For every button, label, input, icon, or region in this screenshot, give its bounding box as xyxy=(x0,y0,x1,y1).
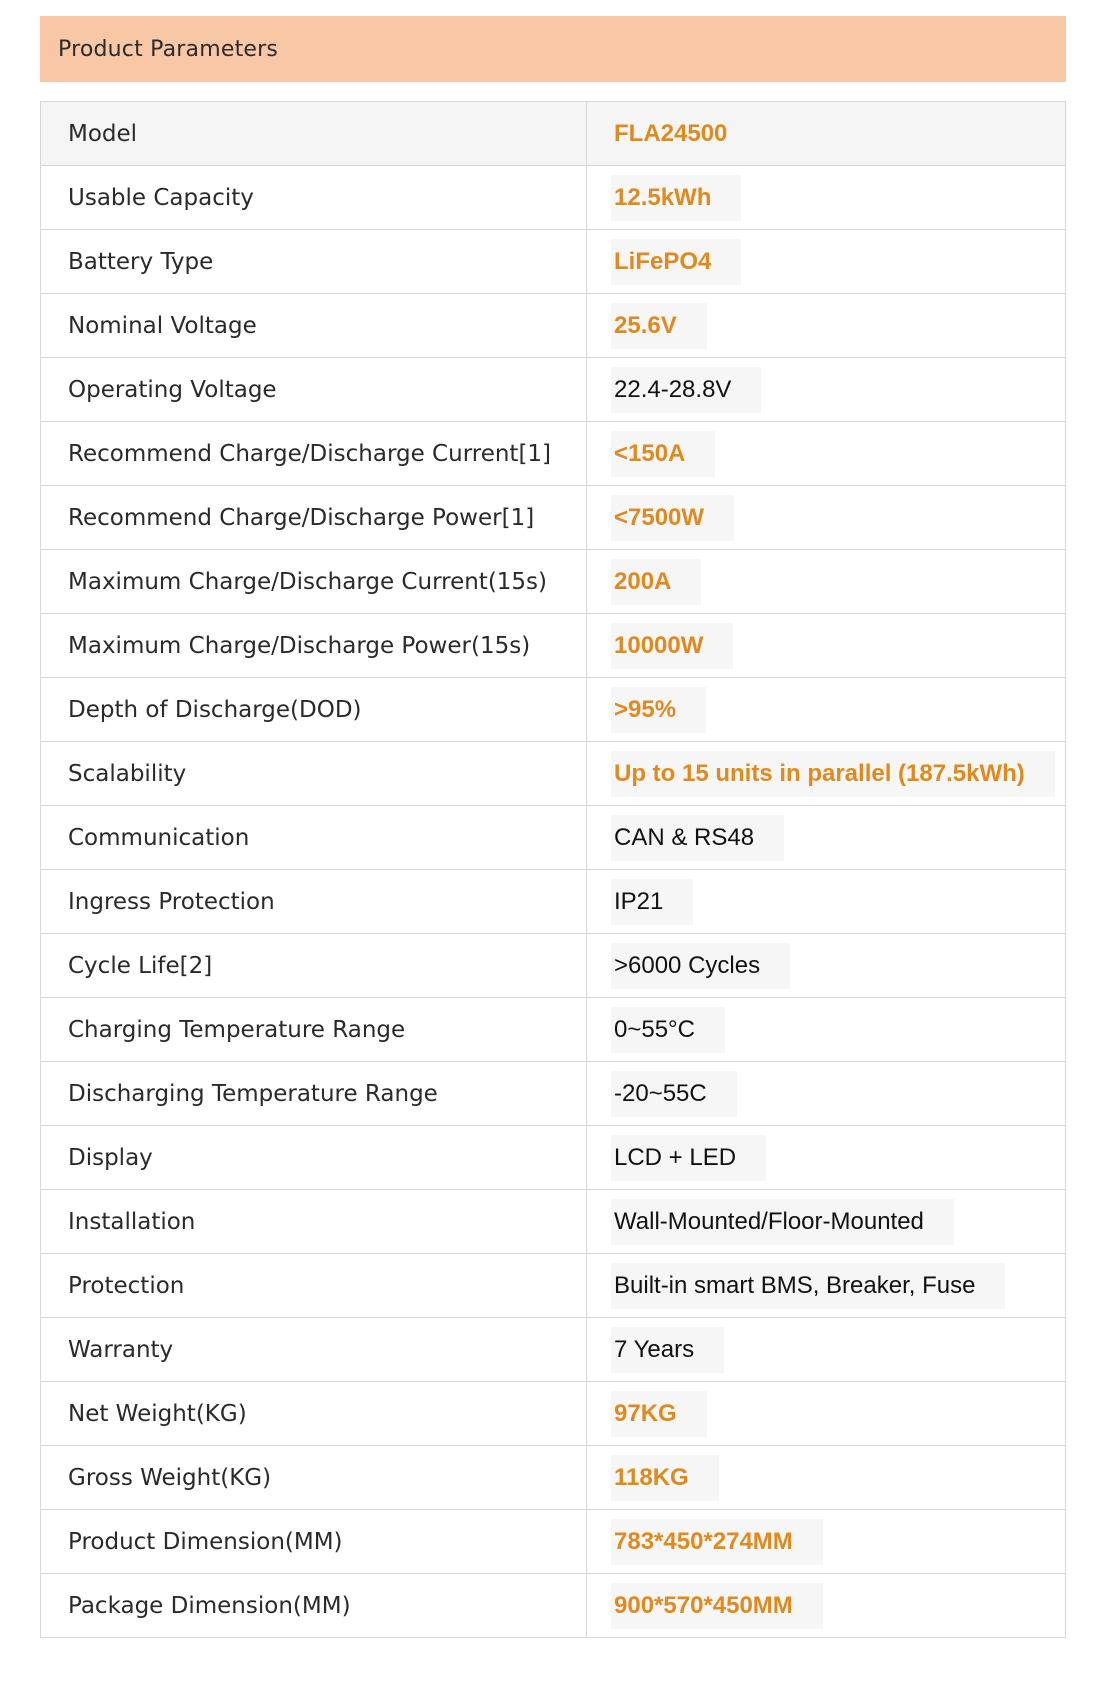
parameter-value-cell xyxy=(587,1382,1066,1446)
parameter-label-cell xyxy=(41,1382,587,1446)
parameter-value-cell xyxy=(587,742,1066,806)
parameter-value: Up to 15 units in parallel (187.5kWh) xyxy=(611,751,1055,797)
parameter-label-cell xyxy=(41,1318,587,1382)
parameter-label: Cycle Life[2] xyxy=(68,952,213,979)
parameter-label: Recommend Charge/Discharge Power[1] xyxy=(68,504,535,531)
parameter-label-cell xyxy=(41,934,587,998)
parameter-label-cell xyxy=(41,1446,587,1510)
table-row xyxy=(41,614,1066,678)
parameter-label-cell xyxy=(41,486,587,550)
table-row xyxy=(41,1574,1066,1638)
table-row xyxy=(41,1190,1066,1254)
section-header xyxy=(40,16,1066,82)
parameter-value-cell xyxy=(587,358,1066,422)
parameter-label: Ingress Protection xyxy=(68,888,275,915)
parameter-value: 25.6V xyxy=(611,303,707,349)
parameter-value-cell xyxy=(587,1510,1066,1574)
parameter-label-cell xyxy=(41,294,587,358)
parameter-value-cell xyxy=(587,1574,1066,1638)
parameter-value: 200A xyxy=(611,559,701,605)
parameter-label: Maximum Charge/Discharge Current(15s) xyxy=(68,568,548,595)
parameter-value-cell xyxy=(587,1254,1066,1318)
parameter-value: Built-in smart BMS, Breaker, Fuse xyxy=(611,1263,1005,1309)
parameter-label: Installation xyxy=(68,1208,196,1235)
parameter-value: 12.5kWh xyxy=(611,175,741,221)
parameter-label: Model xyxy=(68,120,138,147)
parameter-label: Recommend Charge/Discharge Current[1] xyxy=(68,440,552,467)
parameter-label: Discharging Temperature Range xyxy=(68,1080,438,1107)
parameter-value-cell xyxy=(587,1446,1066,1510)
table-row xyxy=(41,358,1066,422)
parameters-table xyxy=(40,101,1066,1638)
parameter-value-cell xyxy=(587,550,1066,614)
parameter-value: LiFePO4 xyxy=(611,239,741,285)
table-row xyxy=(41,742,1066,806)
parameter-value: FLA24500 xyxy=(614,119,728,147)
parameter-label-cell xyxy=(41,102,587,166)
parameter-label-cell xyxy=(41,678,587,742)
parameter-value-cell xyxy=(587,102,1066,166)
parameter-label-cell xyxy=(41,806,587,870)
table-row xyxy=(41,1510,1066,1574)
table-row xyxy=(41,166,1066,230)
parameter-value: 97KG xyxy=(611,1391,707,1437)
parameter-value-cell xyxy=(587,1318,1066,1382)
parameter-value: -20~55C xyxy=(611,1071,737,1117)
parameter-label-cell xyxy=(41,422,587,486)
parameter-value: <150A xyxy=(611,431,715,477)
table-row xyxy=(41,998,1066,1062)
parameter-value-cell xyxy=(587,230,1066,294)
table-row xyxy=(41,934,1066,998)
parameter-value: 118KG xyxy=(611,1455,719,1501)
parameter-label: Battery Type xyxy=(68,248,214,275)
parameter-label-cell xyxy=(41,870,587,934)
parameter-label: Usable Capacity xyxy=(68,184,254,211)
parameter-label: Scalability xyxy=(68,760,187,787)
parameter-label-cell xyxy=(41,230,587,294)
parameter-label: Maximum Charge/Discharge Power(15s) xyxy=(68,632,531,659)
parameter-value-cell xyxy=(587,1126,1066,1190)
parameter-label: Product Dimension(MM) xyxy=(68,1528,343,1555)
parameter-value-cell xyxy=(587,870,1066,934)
parameter-value: LCD + LED xyxy=(611,1135,766,1181)
table-row xyxy=(41,678,1066,742)
parameter-value: 22.4-28.8V xyxy=(611,367,761,413)
parameter-label: Display xyxy=(68,1144,153,1171)
parameter-label: Gross Weight(KG) xyxy=(68,1464,272,1491)
parameters-table-body xyxy=(41,102,1066,1638)
table-row xyxy=(41,806,1066,870)
parameter-label-cell xyxy=(41,550,587,614)
parameter-label-cell xyxy=(41,614,587,678)
table-row xyxy=(41,422,1066,486)
parameter-label: Communication xyxy=(68,824,250,851)
parameter-value: IP21 xyxy=(611,879,693,925)
parameter-value: 10000W xyxy=(611,623,733,669)
parameter-value-cell xyxy=(587,934,1066,998)
parameter-label: Net Weight(KG) xyxy=(68,1400,247,1427)
parameter-value: Wall-Mounted/Floor-Mounted xyxy=(611,1199,954,1245)
parameter-value-cell xyxy=(587,166,1066,230)
parameter-label: Nominal Voltage xyxy=(68,312,257,339)
parameter-label-cell xyxy=(41,358,587,422)
parameter-value-cell xyxy=(587,806,1066,870)
parameter-value-cell xyxy=(587,678,1066,742)
table-row xyxy=(41,1318,1066,1382)
table-row xyxy=(41,870,1066,934)
parameter-label-cell xyxy=(41,166,587,230)
parameter-label-cell xyxy=(41,1126,587,1190)
parameter-value: CAN & RS48 xyxy=(611,815,784,861)
parameter-label-cell xyxy=(41,1254,587,1318)
parameter-label: Warranty xyxy=(68,1336,174,1363)
parameter-label-cell xyxy=(41,1062,587,1126)
parameter-value: 783*450*274MM xyxy=(611,1519,823,1565)
parameter-label-cell xyxy=(41,1574,587,1638)
parameter-label-cell xyxy=(41,1190,587,1254)
parameter-label: Operating Voltage xyxy=(68,376,277,403)
parameter-value: >95% xyxy=(611,687,706,733)
parameter-label: Depth of Discharge(DOD) xyxy=(68,696,362,723)
parameter-label-cell xyxy=(41,998,587,1062)
table-row xyxy=(41,1126,1066,1190)
parameter-label-cell xyxy=(41,742,587,806)
parameter-value: >6000 Cycles xyxy=(611,943,790,989)
table-row xyxy=(41,550,1066,614)
table-row xyxy=(41,1446,1066,1510)
parameter-label: Package Dimension(MM) xyxy=(68,1592,351,1619)
parameter-value-cell xyxy=(587,1190,1066,1254)
table-row xyxy=(41,102,1066,166)
parameter-value: 7 Years xyxy=(611,1327,724,1373)
parameter-value-cell xyxy=(587,998,1066,1062)
table-row xyxy=(41,486,1066,550)
parameter-label: Charging Temperature Range xyxy=(68,1016,406,1043)
parameter-value-cell xyxy=(587,614,1066,678)
parameter-value-cell xyxy=(587,486,1066,550)
parameter-label-cell xyxy=(41,1510,587,1574)
parameter-value: 900*570*450MM xyxy=(611,1583,823,1629)
parameter-value-cell xyxy=(587,422,1066,486)
section-title: Product Parameters xyxy=(58,36,279,62)
parameter-value-cell xyxy=(587,1062,1066,1126)
parameter-label: Protection xyxy=(68,1272,185,1299)
table-row xyxy=(41,230,1066,294)
parameter-value: <7500W xyxy=(611,495,734,541)
table-row xyxy=(41,1062,1066,1126)
table-row xyxy=(41,294,1066,358)
table-row xyxy=(41,1254,1066,1318)
table-row xyxy=(41,1382,1066,1446)
parameter-value: 0~55°C xyxy=(611,1007,725,1053)
parameter-value-cell xyxy=(587,294,1066,358)
